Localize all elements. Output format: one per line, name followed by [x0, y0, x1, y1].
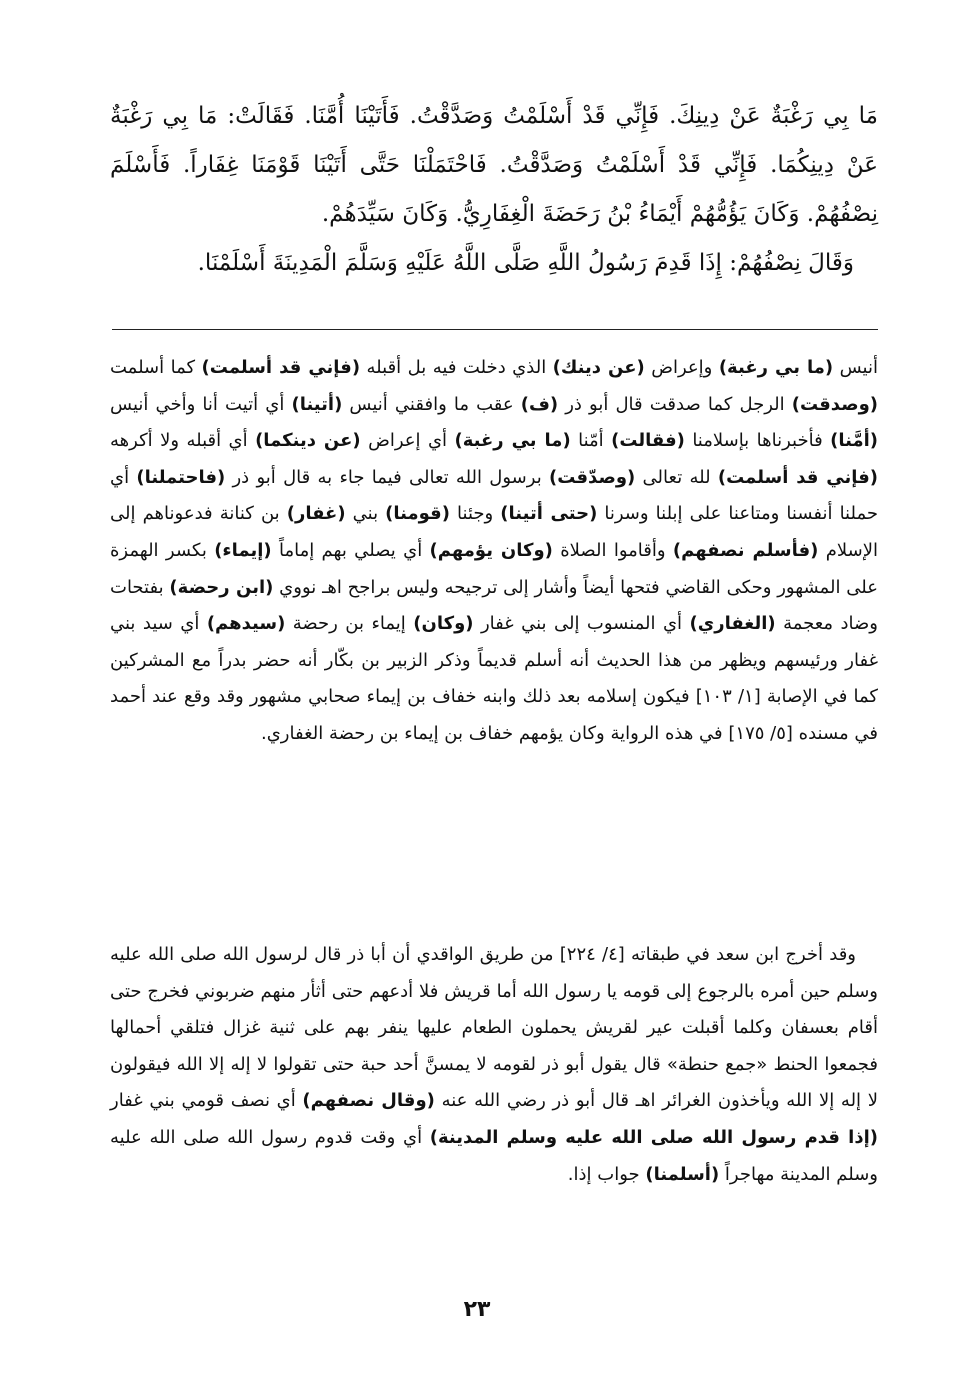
quoted-term: (أسلمنا) — [645, 1163, 720, 1185]
commentary-run: أي سيد بني غفار ورئيسهم ويظهر من هذا الحديث أنه أسلم قديماً وذكر الزبير بن بكّار أنه حضر بدراً مع المشركين كما في الإصابة [١/ ١٠٣] فيكون إسلامه بعد ذلك وابنه خفاف بن إيماء صحابي مشهور وقد وقع عند أحمد في مسنده [٥/ ١٧٥] في هذه الرواية وكان يؤمهم خفاف بن إيماء بن رحضة الغفاري. — [110, 613, 878, 744]
commentary-run: جواب إذا. — [567, 1163, 646, 1185]
quoted-term: (فاحتملنا) — [136, 466, 226, 488]
quoted-term: (وصدقت) — [791, 393, 879, 415]
commentary-run: أي أتيت أنا وأخي أنيس — [110, 393, 292, 415]
quoted-term: (ابن رحضة) — [169, 576, 274, 598]
commentary-run: برسول الله تعالى فيما جاء به قال أبو ذر — [225, 466, 549, 488]
commentary-run: أي إعراض — [360, 430, 455, 452]
commentary-text — [110, 350, 878, 753]
commentary-run: أي أقبله ولا أكرهه — [110, 430, 256, 452]
commentary-run: الذي دخلت فيه بل أقبله — [360, 357, 553, 378]
commentary-run: إيماء بن رحضة — [285, 613, 414, 635]
commentary-run: وجئنا — [449, 503, 501, 525]
quoted-term: (حتى أتينا) — [500, 503, 598, 525]
quoted-term: (فقالت) — [611, 430, 685, 452]
commentary-run: أي المنسوب إلى بني غفار — [473, 613, 690, 635]
commentary-run: وأقاموا الصلاة — [552, 539, 673, 561]
commentary-run: أي نصف قومي بني غفار — [110, 1090, 303, 1112]
commentary-run: أي يصلي بهم إماماً — [271, 539, 430, 561]
commentary-run: أنيس — [833, 357, 878, 378]
commentary-run: كما أسلمت — [110, 357, 202, 378]
commentary-run: وإعراض — [644, 357, 719, 378]
quoted-term: (قومنا) — [385, 503, 450, 525]
commentary-run: لله تعالى — [635, 466, 718, 488]
commentary-run: أمّنا — [570, 430, 612, 452]
commentary-run: الرجل كما صدقت قال أبو ذر — [558, 393, 792, 415]
quoted-term: (إذا قدم رسول الله صلى الله عليه وسلم المدينة) — [429, 1126, 878, 1148]
commentary-run: أي حملنا أنفسنا ومتاعنا على إبلنا وسرنا — [110, 466, 878, 525]
commentary-run: وقد أخرج ابن سعد في طبقاته [٤/ ٢٢٤] من طريق الواقدي أن أبا ذر قال لرسول الله صلى الله عليه وسلم حين أمره بالرجوع إلى قومه يا رسول الله أما قريش فلا أدعهم حتى أثأر منهم ضربوني فخرج حتى أقام بعسفان وكلما أقبلت عير لقريش يحملون الطعام عليها ينفر بهم على ثنية غزال فتلقي أحمالها فجمعوا الحنط «جمع حنطة» قال يقول أبو ذر لقومه لا يمسنَّ أحد حبة حتى تقولوا لا إله إلا الله فيقولون لا إله إلا الله ويأخذون الغرائر اهـ قال أبو ذر رضي الله عنه — [110, 944, 878, 1112]
quoted-term: (وكان يؤمهم) — [429, 539, 553, 561]
commentary-run: بني — [345, 503, 386, 525]
quoted-term: (الغفاري) — [689, 613, 776, 635]
commentary-run: أي وقت قدوم رسول الله صلى الله عليه وسلم المدينة مهاجراً — [110, 1126, 878, 1185]
quoted-term: (سيدهم) — [206, 613, 286, 635]
commentary-run: عقب ما وافقني أنيس — [342, 393, 521, 415]
quoted-term: (ما بي رغبة) — [718, 357, 834, 378]
quoted-term: (ما بي رغبة) — [454, 430, 571, 452]
page-number: ٢٣ — [463, 1297, 491, 1322]
commentary-text — [110, 937, 878, 1193]
quoted-term: (فإني قد أسلمت) — [717, 466, 878, 488]
hadith-text — [110, 92, 878, 288]
commentary-run: فأخبرناها بإسلامنا — [684, 430, 831, 452]
quoted-term: (أتينا) — [291, 393, 343, 415]
quoted-term: (عن دينك) — [552, 357, 645, 378]
quoted-term: (وقال نصفهم) — [302, 1090, 435, 1112]
hadith-paragraph: وَقَالَ نِصْفُهُمْ: إِذَا قَدِمَ رَسُولُ اللَّهِ صَلَّى اللَّهُ عَلَيْهِ وَسَلَّمَ الْمَدِينَةَ أَسْلَمْنَا. — [197, 250, 854, 276]
quoted-term: (فأسلم نصفهم) — [672, 539, 819, 561]
quoted-term: (عن دينكما) — [255, 430, 361, 452]
quoted-term: (ف) — [520, 393, 559, 415]
commentary-paragraph — [110, 350, 878, 753]
hadith-paragraph: مَا بِي رَغْبَةٌ عَنْ دِينِكَ. فَإِنِّي قَدْ أَسْلَمْتُ وَصَدَّقْتُ. فَأَتَيْنَا أُمَّنَا. فَقَالَتْ: مَا بِي رَغْبَةٌ عَنْ دِينِكُمَا. فَإِنِّي قَدْ أَسْلَمْتُ وَصَدَّقْتُ. فَاحْتَمَلْنَا حَتَّى أَتَيْنَا قَوْمَنَا غِفَاراً. فَأَسْلَمَ نِصْفُهُمْ. وَكَانَ يَؤُمُّهُمْ أَيْمَاءُ بْنُ رَحَضَةَ الْغِفَارِيُّ. وَكَانَ سَيِّدَهُمْ. — [110, 103, 878, 227]
quoted-term: (إيماء) — [214, 539, 272, 561]
quoted-term: (غفار) — [286, 503, 346, 525]
quoted-term: (وصدّقت) — [548, 466, 636, 488]
commentary-run: بكسر الهمزة على المشهور وحكى القاضي فتحها أيضاً وأشار إلى ترجيحه وليس براجح اهـ نووي — [110, 539, 878, 598]
footnote-divider — [112, 329, 878, 330]
quoted-term: (فإني قد أسلمت) — [201, 357, 361, 378]
quoted-term: (أمَّنا) — [830, 430, 878, 452]
commentary-run: بفتحات وضاد معجمة — [110, 576, 878, 635]
quoted-term: (وكان) — [413, 613, 474, 635]
commentary-run: بن كنانة فدعوناهم إلى الإسلام — [110, 503, 878, 561]
commentary-paragraph — [110, 937, 878, 1193]
